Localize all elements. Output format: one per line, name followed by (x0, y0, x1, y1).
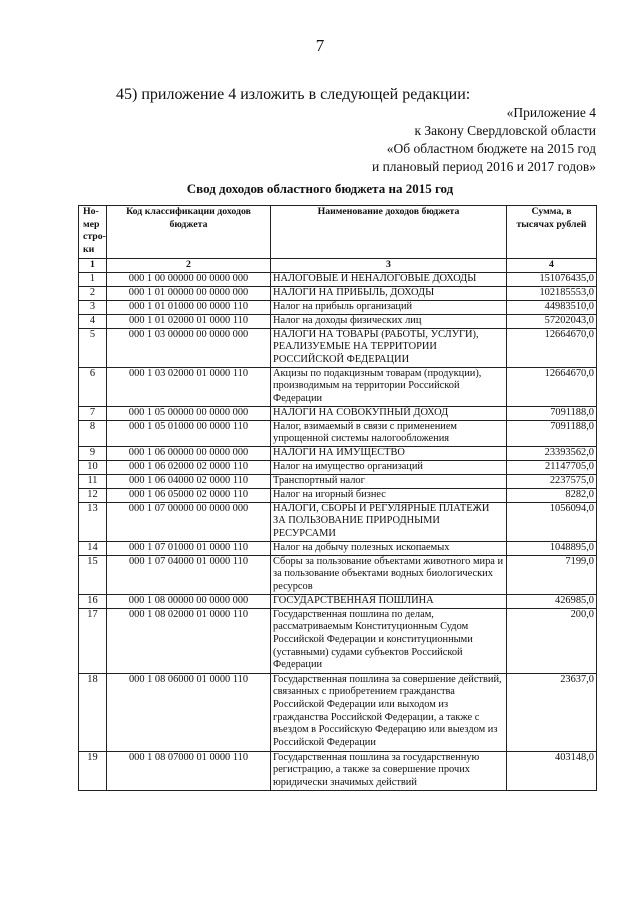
amount: 403148,0 (507, 751, 597, 790)
row-number: 7 (79, 406, 107, 420)
row-number: 11 (79, 474, 107, 488)
column-index-row (79, 259, 597, 273)
header-amount: Сумма, в тысячах рублей (507, 206, 597, 259)
amount: 23393562,0 (507, 446, 597, 460)
row-number: 6 (79, 367, 107, 406)
appendix-line: «Об областном бюджете на 2015 год (386, 141, 596, 156)
table-row (79, 286, 597, 300)
classification-code: 000 1 08 06000 01 0000 110 (107, 673, 271, 751)
row-number: 9 (79, 446, 107, 460)
row-number: 13 (79, 502, 107, 541)
revenue-name: Налог на прибыль организаций (271, 300, 507, 314)
classification-code: 000 1 07 00000 00 0000 000 (107, 502, 271, 541)
header-revenue-name: Наименование доходов бюджета (271, 206, 507, 259)
classification-code: 000 1 03 02000 01 0000 110 (107, 367, 271, 406)
table-row (79, 555, 597, 594)
amount: 102185553,0 (507, 286, 597, 300)
classification-code: 000 1 06 04000 02 0000 110 (107, 474, 271, 488)
table-row (79, 367, 597, 406)
revenue-name: НАЛОГИ НА ПРИБЫЛЬ, ДОХОДЫ (271, 286, 507, 300)
amount: 426985,0 (507, 594, 597, 608)
classification-code: 000 1 05 01000 00 0000 110 (107, 420, 271, 446)
row-number: 5 (79, 328, 107, 367)
table-row (79, 300, 597, 314)
classification-code: 000 1 01 01000 00 0000 110 (107, 300, 271, 314)
row-number: 1 (79, 272, 107, 286)
row-number: 19 (79, 751, 107, 790)
row-number: 10 (79, 460, 107, 474)
table-row (79, 673, 597, 751)
amendment-instruction: 45) приложение 4 изложить в следующей редакции: (116, 86, 471, 103)
classification-code: 000 1 07 04000 01 0000 110 (107, 555, 271, 594)
classification-code: 000 1 03 00000 00 0000 000 (107, 328, 271, 367)
classification-code: 000 1 06 02000 02 0000 110 (107, 460, 271, 474)
table-row (79, 460, 597, 474)
column-index: 1 (79, 259, 107, 273)
amount: 8282,0 (507, 488, 597, 502)
row-number: 2 (79, 286, 107, 300)
amount: 200,0 (507, 608, 597, 673)
row-number: 4 (79, 314, 107, 328)
revenue-name: НАЛОГОВЫЕ И НЕНАЛОГОВЫЕ ДОХОДЫ (271, 272, 507, 286)
amount: 23637,0 (507, 673, 597, 751)
revenue-name: Налог, взимаемый в связи с применением упрощенной системы налогообложения (271, 420, 507, 446)
row-number: 18 (79, 673, 107, 751)
classification-code: 000 1 08 00000 00 0000 000 (107, 594, 271, 608)
revenue-name: НАЛОГИ НА ИМУЩЕСТВО (271, 446, 507, 460)
revenue-name: НАЛОГИ, СБОРЫ И РЕГУЛЯРНЫЕ ПЛАТЕЖИ ЗА ПОЛЬЗОВАНИЕ ПРИРОДНЫМИ РЕСУРСАМИ (271, 502, 507, 541)
classification-code: 000 1 08 02000 01 0000 110 (107, 608, 271, 673)
revenue-name: Транспортный налог (271, 474, 507, 488)
appendix-header (372, 104, 596, 176)
table-row (79, 488, 597, 502)
table-row (79, 541, 597, 555)
table-row (79, 328, 597, 367)
table-row (79, 406, 597, 420)
amount: 7199,0 (507, 555, 597, 594)
header-row-number: Но- мер стро- ки (79, 206, 107, 259)
table-row (79, 446, 597, 460)
revenue-name: Налог на доходы физических лиц (271, 314, 507, 328)
table-row (79, 314, 597, 328)
amount: 2237575,0 (507, 474, 597, 488)
page-number: 7 (315, 36, 325, 55)
revenue-name: НАЛОГИ НА СОВОКУПНЫЙ ДОХОД (271, 406, 507, 420)
classification-code: 000 1 01 02000 01 0000 110 (107, 314, 271, 328)
revenue-name: Акцизы по подакцизным товарам (продукции), производимым на территории Российской Федерации (271, 367, 507, 406)
classification-code: 000 1 08 07000 01 0000 110 (107, 751, 271, 790)
table-row (79, 272, 597, 286)
column-index: 2 (107, 259, 271, 273)
appendix-line: «Приложение 4 (506, 105, 596, 120)
amount: 151076435,0 (507, 272, 597, 286)
classification-code: 000 1 01 00000 00 0000 000 (107, 286, 271, 300)
document-title: Свод доходов областного бюджета на 2015 год (186, 181, 454, 196)
revenue-name: ГОСУДАРСТВЕННАЯ ПОШЛИНА (271, 594, 507, 608)
classification-code: 000 1 05 00000 00 0000 000 (107, 406, 271, 420)
amount: 7091188,0 (507, 420, 597, 446)
row-number: 16 (79, 594, 107, 608)
table-row (79, 594, 597, 608)
table-row (79, 608, 597, 673)
column-index: 3 (271, 259, 507, 273)
amount: 1056094,0 (507, 502, 597, 541)
row-number: 3 (79, 300, 107, 314)
classification-code: 000 1 07 01000 01 0000 110 (107, 541, 271, 555)
amount: 44983510,0 (507, 300, 597, 314)
row-number: 14 (79, 541, 107, 555)
revenue-name: Налог на добычу полезных ископаемых (271, 541, 507, 555)
revenue-name: Государственная пошлина за государственную регистрацию, а также за совершение прочих юридически значимых действий (271, 751, 507, 790)
revenue-table (78, 205, 597, 791)
table-row (79, 502, 597, 541)
revenue-name: Налог на имущество организаций (271, 460, 507, 474)
table-row (79, 474, 597, 488)
amount: 57202043,0 (507, 314, 597, 328)
revenue-name: НАЛОГИ НА ТОВАРЫ (РАБОТЫ, УСЛУГИ), РЕАЛИЗУЕМЫЕ НА ТЕРРИТОРИИ РОССИЙСКОЙ ФЕДЕРАЦИИ (271, 328, 507, 367)
revenue-name: Государственная пошлина по делам, рассматриваемым Конституционным Судом Российской Федерации и конституционными (уставными) судами субъектов Российской Федерации (271, 608, 507, 673)
revenue-name: Сборы за пользование объектами животного мира и за пользование объектами водных биологических ресурсов (271, 555, 507, 594)
amount: 12664670,0 (507, 328, 597, 367)
row-number: 12 (79, 488, 107, 502)
amount: 7091188,0 (507, 406, 597, 420)
row-number: 8 (79, 420, 107, 446)
revenue-name: Государственная пошлина за совершение действий, связанных с приобретением гражданства Российской Федерации или выходом из гражданства Российской Федерации, а также с въездом в Российскую Федерацию или выездом из Российской Федерации (271, 673, 507, 751)
row-number: 17 (79, 608, 107, 673)
classification-code: 000 1 00 00000 00 0000 000 (107, 272, 271, 286)
revenue-name: Налог на игорный бизнес (271, 488, 507, 502)
header-classification-code: Код классификации доходов бюджета (107, 206, 271, 259)
appendix-line: к Закону Свердловской области (414, 123, 596, 138)
table-row (79, 751, 597, 790)
column-index: 4 (507, 259, 597, 273)
amount: 21147705,0 (507, 460, 597, 474)
table-header-row (79, 206, 597, 259)
row-number: 15 (79, 555, 107, 594)
amount: 12664670,0 (507, 367, 597, 406)
classification-code: 000 1 06 00000 00 0000 000 (107, 446, 271, 460)
appendix-line: и плановый период 2016 и 2017 годов» (371, 159, 596, 174)
amount: 1048895,0 (507, 541, 597, 555)
classification-code: 000 1 06 05000 02 0000 110 (107, 488, 271, 502)
table-row (79, 420, 597, 446)
